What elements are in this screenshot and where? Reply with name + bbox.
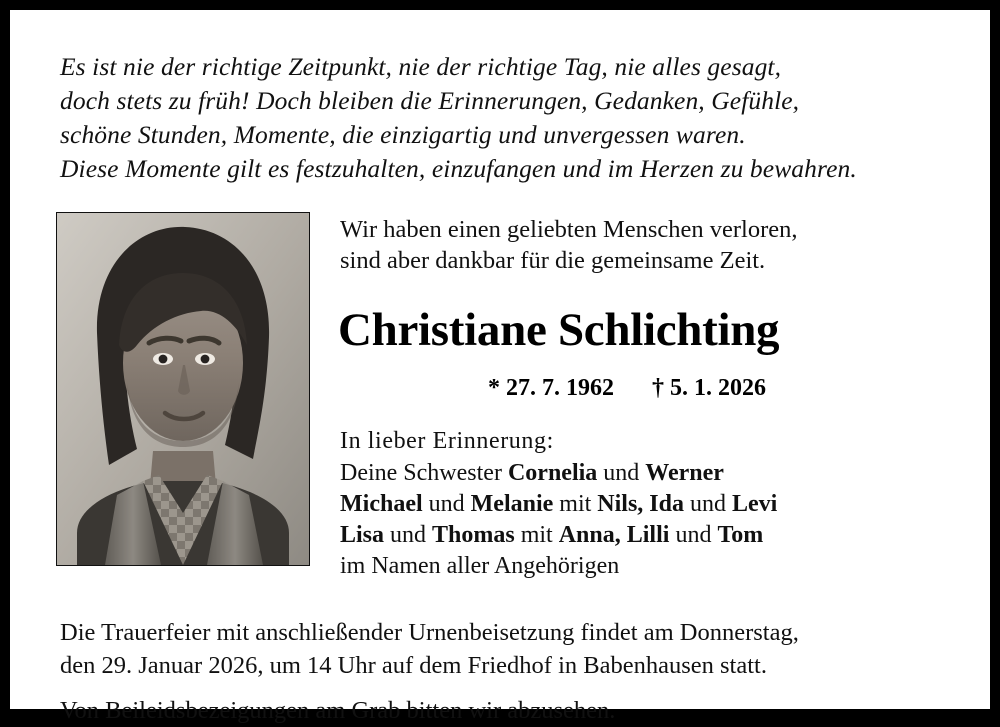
life-dates [488, 375, 946, 402]
memory-line-4: im Namen aller Angehörigen [340, 553, 620, 580]
poem-block [60, 50, 946, 186]
birth-date: * 27. 7. 1962 [488, 375, 614, 402]
portrait-column [54, 212, 312, 566]
poem-line-3: schöne Stunden, Momente, die einzigartig und unvergessen waren. [60, 119, 746, 149]
memory-line-2: Michael und Melanie mit Nils, Ida und Levi [340, 490, 778, 517]
intro-block [340, 214, 946, 278]
portrait-image [57, 213, 309, 565]
memory-line-3: Lisa und Thomas mit Anna, Lilli und Tom [340, 521, 764, 548]
poem-line-4: Diese Momente gilt es festzuhalten, einzufangen und im Herzen zu bewahren. [60, 153, 857, 183]
memory-line-1: Deine Schwester Cornelia und Werner [340, 459, 724, 486]
memory-block [340, 426, 946, 582]
deceased-name: Christiane Schlichting [338, 304, 780, 357]
obituary-notice [10, 10, 990, 725]
memory-heading: In lieber Erinnerung: [340, 428, 554, 455]
portrait-photo [56, 212, 310, 566]
death-date: † 5. 1. 2026 [652, 375, 766, 402]
poem-line-1: Es ist nie der richtige Zeitpunkt, nie der richtige Tag, nie alles gesagt, [60, 52, 782, 81]
ceremony-line-2: den 29. Januar 2026, um 14 Uhr auf dem Friedhof in Babenhausen statt. [60, 652, 767, 680]
text-column [312, 212, 946, 583]
poem-line-2: doch stets zu früh! Doch bleiben die Erinnerungen, Gedanken, Gefühle, [60, 85, 800, 115]
intro-line-2: sind aber dankbar für die gemeinsame Zeit. [340, 247, 766, 275]
condolence-note: Von Beileidsbezeigungen am Grab bitten wir abzusehen. [60, 697, 616, 725]
ceremony-block [60, 616, 946, 727]
main-block [54, 212, 946, 583]
ceremony-line-1: Die Trauerfeier mit anschließender Urnenbeisetzung findet am Donnerstag, [60, 619, 799, 647]
footer-gap [60, 682, 946, 694]
intro-line-1: Wir haben einen geliebten Menschen verloren, [340, 215, 798, 243]
